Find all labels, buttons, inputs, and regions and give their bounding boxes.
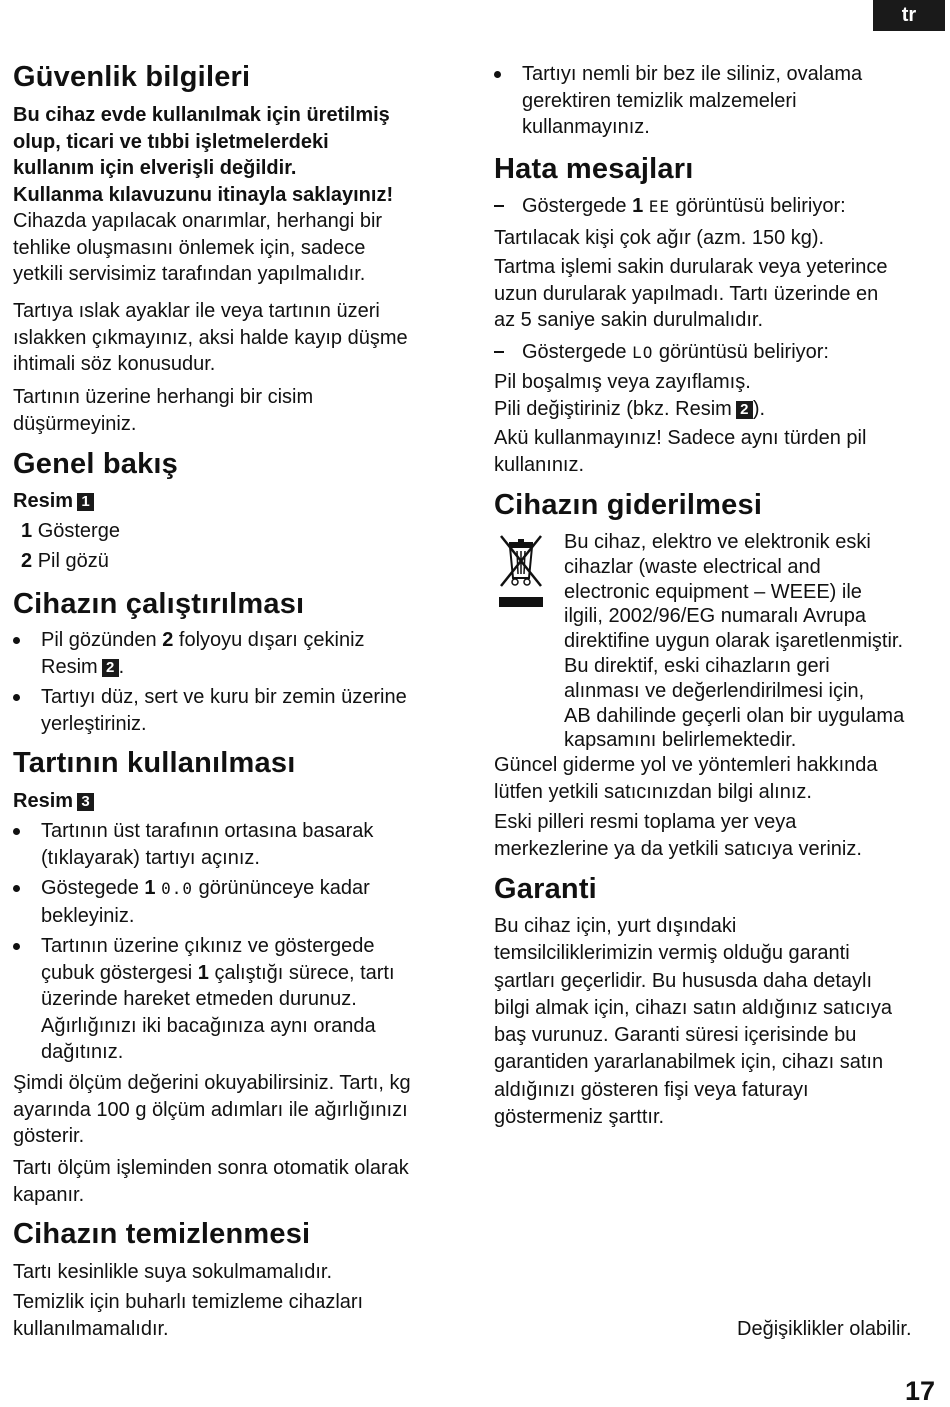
bullet-icon: [13, 828, 20, 835]
dash-icon: [494, 351, 504, 353]
operation-list: [13, 627, 465, 737]
figure-label: Resim: [13, 790, 74, 812]
text-line: lütfen yetkili satıcınızdan bilgi alınız.: [494, 780, 812, 803]
text-line: Eski pilleri resmi toplama yer veya: [494, 811, 797, 833]
bullet-icon: [13, 694, 20, 701]
overview-item: [21, 518, 120, 545]
text-line: kapsamını belirlemektedir.: [564, 729, 797, 752]
text-line: ihtimali söz konusudur.: [13, 353, 216, 375]
usage-para-2: [13, 1155, 409, 1208]
text-line: temsilciliklerimizin vermiş olduğu garanti: [494, 942, 850, 965]
weee-crossed-bin-icon: [496, 534, 546, 614]
text-line: garantiden yararlanabilmek için, cihazı satın: [494, 1051, 884, 1074]
safety-title: Güvenlik bilgileri: [13, 61, 251, 93]
figure-label: Resim: [13, 490, 74, 512]
error-2-para-2: [494, 425, 866, 478]
errors-section: [494, 152, 693, 186]
text-line: kullanım için elverişli değildir.: [13, 157, 297, 179]
usage-title: Tartının kullanılması: [13, 747, 296, 779]
text-line: Kullanma kılavuzunu itinayla saklayınız!: [13, 183, 394, 206]
item-number: 1: [21, 520, 33, 542]
cleaning-title: Cihazın temizlenmesi: [13, 1218, 311, 1250]
text-line: Güncel giderme yol ve yöntemleri hakkında: [494, 754, 878, 776]
lcd-display-text: LO: [632, 343, 654, 362]
safety-para-2: [13, 298, 408, 378]
operation-section: [13, 587, 304, 621]
text-line: Bu cihaz evde kullanılmak için üretilmiş: [13, 104, 390, 126]
text-line: baş vurunuz. Garanti süresi içerisinde bu: [494, 1024, 857, 1047]
overview-title: Genel bakış: [13, 448, 178, 480]
safety-section: [13, 60, 250, 94]
figure-number-badge: 1: [77, 493, 94, 511]
error-item: Göstergede 1 EE görüntüsü beliriyor:: [494, 193, 946, 221]
text-line: kullanınız.: [494, 453, 585, 476]
text-line: uzun durularak yapılmadı. Tartı üzerinde en: [494, 282, 879, 305]
text-line: Pil boşalmış veya zayıflamış.: [494, 371, 751, 393]
text-line: electronic equipment – WEEE) ile: [564, 580, 862, 603]
text-line: tehlike oluşmasını önlemek için, sadece: [13, 236, 366, 259]
text-line: Şimdi ölçüm değerini okuyabilirsiniz. Tartı, kg: [13, 1072, 411, 1094]
disposal-title: Cihazın giderilmesi: [494, 489, 763, 521]
text-line: aldığınızı gösteren fişi veya faturayı: [494, 1078, 809, 1101]
text-line: şartları geçerlidir. Bu hususda daha detaylı: [494, 969, 872, 992]
language-code: tr: [901, 4, 917, 26]
usage-list: [13, 818, 465, 1066]
operation-title: Cihazın çalıştırılması: [13, 588, 305, 620]
safety-para-3: [13, 384, 313, 437]
text-line: AB dahilinde geçerli olan bir uygulama: [564, 704, 905, 727]
text-line: Tartıya ıslak ayaklar ile veya tartının üzeri: [13, 300, 380, 322]
warranty-title: Garanti: [494, 873, 597, 905]
list-item: Tartıyı düz, sert ve kuru bir zemin üzerine yerleştiriniz.: [13, 684, 465, 737]
list-item: Tartıyı nemli bir bez ile siliniz, ovalama gerektiren temizlik malzemeleri kullanmayınız.: [494, 61, 946, 141]
figure-number-badge: 3: [77, 793, 94, 811]
list-item: Pil gözünden 2 folyoyu dışarı çekiniz Resim 2 .: [13, 627, 465, 680]
text-line: ilgili, 2002/96/EG numaralı Avrupa: [564, 605, 867, 628]
disposal-para-2: [494, 809, 862, 862]
text-line: bilgi almak için, cihazı satın aldığınız satıcıya: [494, 996, 892, 1019]
warranty-text: [494, 913, 892, 1131]
bullet-icon: [13, 943, 20, 950]
text-line: göstermeniz şarttır.: [494, 1106, 665, 1129]
text-line: kapanır.: [13, 1183, 85, 1206]
text-line: cihazlar (waste electrical and: [564, 555, 821, 578]
usage-section: [13, 746, 295, 780]
text-line: alınması ve değerlendirilmesi için,: [564, 679, 865, 702]
safety-bold-text: [13, 102, 393, 288]
text-line: Tartma işlemi sakin durularak veya yeterince: [494, 256, 888, 278]
text-line: olup, ticari ve tıbbi işletmelerdeki: [13, 130, 329, 153]
text-line: düşürmeyiniz.: [13, 412, 137, 435]
cleaning-cont-list: [494, 61, 946, 141]
error-1-para-1: [494, 225, 824, 252]
text-line: direktifine uygun olarak işaretlenmiştir.: [564, 630, 904, 653]
language-badge: [873, 0, 945, 31]
figure-number-badge: 2: [736, 401, 753, 419]
list-item: Göstegede 1 0.0 görününceye kadar bekleyiniz.: [13, 875, 465, 929]
text-line: Bu direktif, eski cihazların geri: [564, 654, 830, 677]
text-line: Akü kullanmayınız! Sadece aynı türden pil: [494, 427, 867, 449]
page-number: 17: [905, 1376, 936, 1406]
text-line: Bu cihaz, elektro ve elektronik eski: [564, 531, 871, 553]
warranty-section: [494, 872, 597, 906]
overview-section: [13, 447, 178, 481]
text-line: Tartının üzerine herhangi bir cisim: [13, 386, 314, 408]
item-number: 2: [21, 550, 33, 572]
usage-figure-ref: [13, 788, 94, 814]
figure-number-badge: 2: [102, 659, 119, 677]
text-line: Pili değiştiriniz (bkz. Resim 2 ).: [494, 397, 766, 420]
usage-para-1: [13, 1070, 411, 1150]
list-item: Tartının üst tarafının ortasına basarak (tıklayarak) tartıyı açınız.: [13, 818, 465, 871]
text-line: Tartı ölçüm işleminden sonra otomatik olarak: [13, 1157, 409, 1179]
disposal-para-1: [494, 752, 878, 805]
text-line: Cihazda yapılacak onarımlar, herhangi bir: [13, 210, 383, 232]
lcd-display-text: EE: [648, 197, 671, 216]
text-line: ayarında 100 g ölçüm adımları ile ağırlığınızı: [13, 1098, 408, 1121]
error-2-para-1: [494, 369, 765, 422]
error-1-para-2: [494, 254, 888, 334]
bullet-icon: [13, 885, 20, 892]
cleaning-section: [13, 1217, 310, 1251]
disposal-section: [494, 488, 762, 522]
text-line: Temizlik için buharlı temizleme cihazları: [13, 1291, 364, 1313]
text-line: Tartı kesinlikle suya sokulmamalıdır.: [13, 1261, 333, 1283]
text-line: merkezlerine ya da yetkili satıcıya veriniz.: [494, 837, 862, 860]
text-line: Bu cihaz için, yurt dışındaki: [494, 915, 737, 937]
cleaning-para-2: [13, 1289, 363, 1342]
error-item: Göstergede LO görüntüsü beliriyor:: [494, 339, 946, 367]
overview-item: [21, 548, 109, 575]
text-line: ıslakken çıkmayınız, aksi halde kayıp düşme: [13, 326, 408, 349]
item-text: Pil gözü: [37, 550, 109, 572]
errors-title: Hata mesajları: [494, 153, 694, 185]
bullet-icon: [13, 637, 20, 644]
changes-note: Değişiklikler olabilir.: [737, 1318, 912, 1340]
bullet-icon: [494, 71, 501, 78]
item-text: Gösterge: [37, 520, 120, 542]
dash-icon: [494, 205, 504, 207]
text-line: gösterir.: [13, 1125, 85, 1147]
text-line: yetkili servisimiz tarafından yapılmalıdır.: [13, 263, 366, 285]
overview-figure-ref: [13, 488, 94, 514]
text-line: Tartılacak kişi çok ağır (azm. 150 kg).: [494, 227, 825, 249]
weee-text: [564, 530, 948, 753]
text-line: az 5 saniye sakin durulmalıdır.: [494, 309, 764, 331]
text-line: kullanılmamalıdır.: [13, 1317, 169, 1340]
list-item: Tartının üzerine çıkınız ve göstergede çubuk göstergesi 1 çalıştığı sürece, tartı üzerinde hareket etmeden durunuz. Ağırlığınızı iki bacağınıza aynı oranda dağıtınız.: [13, 933, 465, 1066]
cleaning-para-1: [13, 1259, 332, 1286]
lcd-display-text: 0.0: [161, 879, 194, 898]
